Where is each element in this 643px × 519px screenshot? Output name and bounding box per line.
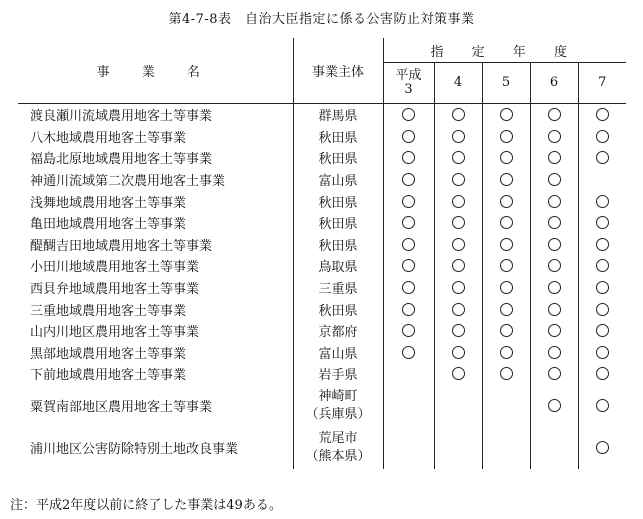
implementing-body: 神崎町 （兵庫県）: [293, 385, 383, 427]
year-cell-2: [482, 234, 530, 256]
project-name: 渡良瀬川流域農用地客土等事業: [18, 104, 293, 126]
year-cell-0: [383, 342, 434, 364]
designated-circle-icon: [548, 238, 561, 251]
year-cell-1: [434, 427, 482, 469]
year-cell-4: [578, 255, 626, 277]
table-row: [18, 277, 626, 299]
designated-circle-icon: [596, 367, 609, 380]
implementing-body: 秋田県: [293, 190, 383, 212]
implementing-body: 岩手県: [293, 363, 383, 385]
year-cell-1: [434, 212, 482, 234]
header-year-3: 6: [530, 63, 578, 104]
designated-circle-icon: [452, 346, 465, 359]
designated-circle-icon: [402, 324, 415, 337]
year-cell-3: [530, 385, 578, 427]
year-cell-0: [383, 363, 434, 385]
year-cell-3: [530, 320, 578, 342]
year-cell-2: [482, 104, 530, 126]
implementing-body: 秋田県: [293, 126, 383, 148]
designated-circle-icon: [402, 346, 415, 359]
year-cell-0: [383, 255, 434, 277]
year-cell-4: [578, 320, 626, 342]
implementing-body: 群馬県: [293, 104, 383, 126]
designated-circle-icon: [548, 399, 561, 412]
year-cell-4: [578, 190, 626, 212]
table-row: [18, 212, 626, 234]
year-cell-2: [482, 147, 530, 169]
designated-circle-icon: [596, 303, 609, 316]
table-title: 第4-7-8表 自治大臣指定に係る公害防止対策事業: [168, 12, 475, 27]
year-cell-2: [482, 212, 530, 234]
year-cell-3: [530, 126, 578, 148]
header-designation-year: 指 定 年 度: [383, 38, 626, 63]
year-cell-3: [530, 342, 578, 364]
year-cell-3: [530, 277, 578, 299]
year-cell-3: [530, 298, 578, 320]
year-cell-1: [434, 320, 482, 342]
table-row: [18, 427, 626, 469]
year-cell-4: [578, 212, 626, 234]
designated-circle-icon: [402, 108, 415, 121]
designated-circle-icon: [500, 130, 513, 143]
year-cell-0: [383, 104, 434, 126]
year-cell-0: [383, 277, 434, 299]
designated-circle-icon: [548, 346, 561, 359]
year-cell-1: [434, 255, 482, 277]
implementing-body: 富山県: [293, 342, 383, 364]
table-row: [18, 298, 626, 320]
designated-circle-icon: [402, 151, 415, 164]
year-cell-4: [578, 427, 626, 469]
year-cell-3: [530, 363, 578, 385]
designated-circle-icon: [548, 216, 561, 229]
designated-circle-icon: [500, 216, 513, 229]
year-cell-1: [434, 234, 482, 256]
header-year-0: 平成 3: [383, 63, 434, 104]
year-cell-2: [482, 277, 530, 299]
designated-circle-icon: [452, 238, 465, 251]
project-name: 黒部地域農用地客土等事業: [18, 342, 293, 364]
designated-circle-icon: [596, 108, 609, 121]
year-cell-4: [578, 126, 626, 148]
table-row: [18, 104, 626, 126]
designated-circle-icon: [548, 303, 561, 316]
header-project-name: 事 業 名: [18, 38, 293, 104]
year-cell-1: [434, 363, 482, 385]
year-cell-4: [578, 385, 626, 427]
implementing-body: 三重県: [293, 277, 383, 299]
designated-circle-icon: [596, 324, 609, 337]
year-cell-0: [383, 385, 434, 427]
year-cell-4: [578, 298, 626, 320]
year-cell-0: [383, 126, 434, 148]
implementing-body: 京都府: [293, 320, 383, 342]
year-cell-3: [530, 234, 578, 256]
year-cell-1: [434, 385, 482, 427]
designated-circle-icon: [596, 130, 609, 143]
designated-circle-icon: [548, 151, 561, 164]
year-cell-0: [383, 147, 434, 169]
designated-circle-icon: [452, 367, 465, 380]
designated-circle-icon: [402, 259, 415, 272]
designated-circle-icon: [402, 216, 415, 229]
table-row: [18, 169, 626, 191]
designated-circle-icon: [452, 281, 465, 294]
designated-circle-icon: [402, 303, 415, 316]
designated-circle-icon: [548, 324, 561, 337]
year-cell-4: [578, 342, 626, 364]
designated-circle-icon: [596, 238, 609, 251]
project-name: 下前地域農用地客土等事業: [18, 363, 293, 385]
project-name: 八木地域農用地客土等事業: [18, 126, 293, 148]
implementing-body: 秋田県: [293, 147, 383, 169]
designated-circle-icon: [452, 173, 465, 186]
year-cell-2: [482, 427, 530, 469]
year-cell-3: [530, 169, 578, 191]
year-cell-0: [383, 298, 434, 320]
year-cell-4: [578, 104, 626, 126]
designated-circle-icon: [500, 151, 513, 164]
year-cell-0: [383, 427, 434, 469]
year-cell-2: [482, 342, 530, 364]
project-name: 福島北原地域農用地客土等事業: [18, 147, 293, 169]
designated-circle-icon: [402, 173, 415, 186]
designated-circle-icon: [452, 216, 465, 229]
header-year-2: 5: [482, 63, 530, 104]
designated-circle-icon: [548, 130, 561, 143]
designated-circle-icon: [402, 195, 415, 208]
designated-circle-icon: [548, 281, 561, 294]
implementing-body: 富山県: [293, 169, 383, 191]
year-cell-1: [434, 126, 482, 148]
designated-circle-icon: [452, 195, 465, 208]
year-cell-2: [482, 169, 530, 191]
designated-circle-icon: [452, 130, 465, 143]
year-cell-1: [434, 169, 482, 191]
designated-circle-icon: [452, 151, 465, 164]
designated-circle-icon: [596, 151, 609, 164]
year-cell-4: [578, 169, 626, 191]
year-cell-1: [434, 147, 482, 169]
designated-circle-icon: [452, 259, 465, 272]
year-cell-0: [383, 320, 434, 342]
year-cell-0: [383, 234, 434, 256]
year-cell-0: [383, 169, 434, 191]
table-row: [18, 147, 626, 169]
footnote: 注：平成2年度以前に終了した事業は49ある。: [10, 498, 282, 513]
year-cell-1: [434, 342, 482, 364]
year-cell-2: [482, 363, 530, 385]
project-name: 粟賀南部地区農用地客土等事業: [18, 385, 293, 427]
designated-circle-icon: [500, 173, 513, 186]
designated-circle-icon: [402, 238, 415, 251]
designated-circle-icon: [596, 259, 609, 272]
year-cell-1: [434, 277, 482, 299]
designated-circle-icon: [500, 346, 513, 359]
table-row: [18, 255, 626, 277]
designated-circle-icon: [500, 324, 513, 337]
table-row: [18, 320, 626, 342]
year-cell-1: [434, 298, 482, 320]
year-cell-2: [482, 385, 530, 427]
project-name: 小田川地域農用地客土等事業: [18, 255, 293, 277]
designated-circle-icon: [500, 303, 513, 316]
designated-circle-icon: [500, 238, 513, 251]
designated-circle-icon: [596, 399, 609, 412]
year-cell-2: [482, 298, 530, 320]
designated-circle-icon: [402, 130, 415, 143]
implementing-body: 秋田県: [293, 234, 383, 256]
year-cell-1: [434, 190, 482, 212]
year-cell-3: [530, 190, 578, 212]
year-cell-4: [578, 277, 626, 299]
table-row: [18, 190, 626, 212]
designated-circle-icon: [500, 281, 513, 294]
year-cell-3: [530, 255, 578, 277]
designated-circle-icon: [452, 303, 465, 316]
designated-circle-icon: [452, 324, 465, 337]
designated-circle-icon: [596, 195, 609, 208]
project-name: 浅舞地域農用地客土等事業: [18, 190, 293, 212]
header-year-4: 7: [598, 75, 607, 90]
year-cell-2: [482, 190, 530, 212]
header-body: 事業主体: [293, 38, 383, 104]
year-cell-3: [530, 104, 578, 126]
project-name: 西貝弁地域農用地客土等事業: [18, 277, 293, 299]
designated-circle-icon: [596, 441, 609, 454]
year-cell-2: [482, 255, 530, 277]
implementing-body: 秋田県: [293, 212, 383, 234]
designated-circle-icon: [500, 367, 513, 380]
year-cell-1: [434, 104, 482, 126]
designated-circle-icon: [596, 281, 609, 294]
project-name: 三重地域農用地客土等事業: [18, 298, 293, 320]
table-row: [18, 385, 626, 427]
year-cell-0: [383, 212, 434, 234]
year-cell-3: [530, 212, 578, 234]
designated-circle-icon: [596, 346, 609, 359]
implementing-body: 鳥取県: [293, 255, 383, 277]
table-row: [18, 234, 626, 256]
implementing-body: 秋田県: [293, 298, 383, 320]
project-name: 亀田地域農用地客土等事業: [18, 212, 293, 234]
implementing-body: 荒尾市 （熊本県）: [293, 427, 383, 469]
designated-circle-icon: [402, 281, 415, 294]
header-year-1: 4: [434, 63, 482, 104]
designated-circle-icon: [452, 108, 465, 121]
year-cell-2: [482, 320, 530, 342]
project-name: 神通川流域第二次農用地客土事業: [18, 169, 293, 191]
designated-circle-icon: [548, 173, 561, 186]
designated-circle-icon: [548, 195, 561, 208]
designated-circle-icon: [500, 259, 513, 272]
designated-circle-icon: [500, 195, 513, 208]
year-cell-3: [530, 427, 578, 469]
year-cell-4: [578, 147, 626, 169]
designated-circle-icon: [596, 216, 609, 229]
year-cell-4: [578, 234, 626, 256]
table-row: [18, 363, 626, 385]
designation-table: [18, 38, 626, 469]
year-cell-0: [383, 190, 434, 212]
project-name: 醍醐吉田地域農用地客土等事業: [18, 234, 293, 256]
designated-circle-icon: [548, 367, 561, 380]
designated-circle-icon: [548, 259, 561, 272]
project-name: 山内川地区農用地客土等事業: [18, 320, 293, 342]
year-cell-2: [482, 126, 530, 148]
project-name: 浦川地区公害防除特別土地改良事業: [18, 427, 293, 469]
table-row: [18, 126, 626, 148]
designated-circle-icon: [500, 108, 513, 121]
table-row: [18, 342, 626, 364]
year-cell-4: [578, 363, 626, 385]
designated-circle-icon: [548, 108, 561, 121]
year-cell-3: [530, 147, 578, 169]
